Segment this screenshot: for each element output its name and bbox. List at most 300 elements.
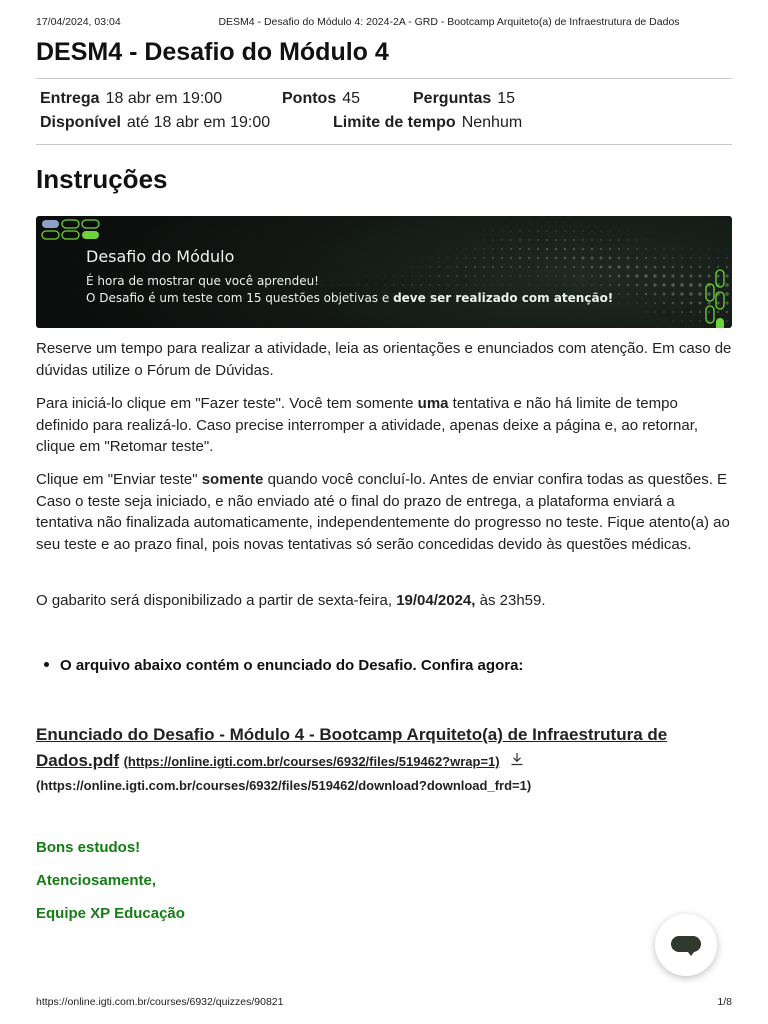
banner-dot [510, 248, 512, 250]
banner-dot [609, 284, 611, 286]
banner-dot [627, 284, 630, 287]
banner-dot [313, 258, 314, 259]
banner-dot [519, 239, 521, 241]
banner-dot [528, 284, 529, 285]
banner-dot [609, 257, 612, 260]
banner-dot [393, 311, 394, 312]
banner-dot [717, 266, 719, 268]
paragraph-text: Clique em "Enviar teste" [36, 471, 202, 488]
banner-dot [429, 266, 431, 268]
banner-dot [510, 230, 511, 231]
banner-dot [627, 248, 629, 250]
banner-dot [492, 248, 494, 250]
points-value: 45 [342, 90, 361, 107]
banner-dot [626, 274, 629, 277]
banner-dot [718, 240, 719, 241]
banner-dot [689, 274, 692, 277]
print-url: https://online.igti.com.br/courses/6932/quizzes/90821 [36, 996, 284, 1008]
banner-dot [672, 302, 675, 305]
banner-dot [654, 266, 657, 269]
banner-dot [402, 284, 404, 286]
banner-pill [706, 306, 714, 323]
banner-dot [313, 267, 314, 268]
banner-dot [725, 301, 728, 304]
print-header [36, 16, 732, 30]
banner-dot [430, 240, 431, 241]
banner-dot [707, 301, 710, 304]
banner-dot [546, 257, 549, 260]
banner-dot [295, 249, 296, 250]
banner-dot [663, 239, 664, 240]
banner-dot [591, 248, 594, 251]
banner-dot [402, 266, 403, 267]
banner-dot [439, 321, 440, 322]
banner-dot [439, 312, 440, 313]
page-number: 1/8 [717, 996, 732, 1008]
banner-dot [699, 311, 701, 313]
banner-dot [331, 249, 332, 250]
banner-dot [537, 257, 540, 260]
banner-dot [331, 258, 332, 259]
banner-dot [358, 312, 359, 313]
banner-dot [519, 284, 520, 285]
paragraph-text: O gabarito será disponibilizado a partir de sexta-feira, [36, 592, 397, 609]
banner-dot [582, 266, 585, 269]
time-limit [333, 114, 522, 132]
banner-dot [591, 275, 593, 277]
banner-dot [663, 266, 666, 269]
banner-dot [330, 275, 331, 276]
banner-dot [699, 266, 701, 268]
banner-dot [510, 221, 511, 222]
banner-dot [546, 284, 547, 285]
banner-dot [466, 231, 467, 232]
banner-dot [421, 249, 422, 250]
banner-dot [573, 239, 575, 241]
banner-dot [573, 248, 576, 251]
banner-dot [690, 311, 692, 313]
banner-dot [384, 266, 385, 267]
banner-dot [582, 284, 584, 286]
banner-dot [546, 275, 548, 277]
banner-dot [420, 257, 421, 258]
banner-line-2-bold: deve ser realizado com atenção! [393, 291, 614, 305]
banner-dot [646, 231, 647, 232]
banner-dot [384, 275, 385, 276]
banner-dot [528, 257, 531, 260]
banner-dot [475, 231, 476, 232]
banner-dot [609, 275, 612, 278]
banner-dot [555, 248, 558, 251]
banner-dot [555, 275, 557, 277]
banner-dot [420, 266, 421, 267]
banner-dot [699, 248, 700, 249]
banner-dot [663, 302, 665, 304]
banner-dot [635, 265, 638, 268]
banner-dot [573, 230, 575, 232]
banner-dot [654, 257, 656, 259]
banner-dot [385, 258, 386, 259]
banner-dot [501, 284, 502, 285]
banner-dot [699, 257, 701, 259]
banner-dot [447, 248, 448, 249]
banner-dot [698, 274, 701, 277]
banner-dot [637, 321, 638, 322]
banner-dot [483, 257, 485, 259]
banner-dot [393, 275, 394, 276]
banner-dot [430, 312, 431, 313]
banner-dot [726, 257, 728, 259]
paragraph-bold: 19/04/2024, [396, 592, 476, 609]
banner-dot [671, 283, 675, 287]
banner-dot [681, 311, 683, 313]
banner-dot [429, 275, 431, 277]
banner-dot [358, 258, 359, 259]
banner-dot [348, 275, 349, 276]
banner-dot [672, 257, 674, 259]
banner-dot [716, 301, 719, 304]
banner-dot [340, 267, 341, 268]
banner-dot [340, 258, 341, 259]
banner-dot [627, 239, 629, 241]
banner-dot [376, 267, 377, 268]
banner-dot [573, 221, 574, 222]
banner-dot [403, 321, 404, 322]
banner-dot [682, 240, 683, 241]
banner-dot [348, 284, 349, 285]
banner-dot [555, 257, 558, 260]
banner-dot [457, 231, 458, 232]
banner-dot [627, 302, 629, 304]
banner-dot [690, 302, 693, 305]
questions [413, 90, 515, 108]
paragraph-bold: uma [417, 395, 449, 412]
available-value: até 18 abr em 19:00 [126, 114, 271, 131]
banner-dot [510, 275, 512, 277]
banner-dot [609, 239, 611, 241]
banner-dot [394, 321, 395, 322]
banner-dot [357, 284, 358, 285]
banner-dot [663, 311, 665, 313]
banner-decoration [36, 216, 732, 328]
download-link[interactable]: (https://online.igti.com.br/courses/6932/files/519462/download?download_frd=1) [36, 778, 532, 793]
banner-dot [582, 221, 583, 222]
banner-dot [340, 321, 341, 322]
banner-dot [591, 221, 592, 222]
banner-dot [591, 239, 593, 241]
banner-dot [564, 275, 566, 277]
banner-dot [591, 230, 593, 232]
banner-dot [393, 266, 394, 267]
banner-dot [349, 258, 350, 259]
banner-dot [322, 267, 323, 268]
banner-dot [618, 239, 620, 241]
banner-dot [474, 275, 476, 277]
banner-dot [330, 284, 331, 285]
banner-dot [286, 267, 287, 268]
banner-dot [493, 222, 494, 223]
banner-dot [286, 249, 287, 250]
banner-pill [42, 220, 59, 228]
banner-dot [376, 249, 377, 250]
banner-dot [367, 321, 368, 322]
banner-dot [600, 257, 603, 260]
banner-dot [645, 311, 646, 312]
download-icon[interactable] [510, 752, 524, 771]
banner-dot [466, 312, 467, 313]
banner-dot [402, 275, 403, 276]
banner-dot [635, 274, 638, 277]
chat-bubble-tail [685, 948, 697, 956]
bullet-dot [44, 662, 49, 667]
banner-dot [581, 256, 584, 259]
due-value: 18 abr em 19:00 [105, 90, 223, 107]
banner-dot [654, 311, 656, 313]
banner-dot [510, 266, 512, 268]
banner-dot [573, 275, 575, 277]
file-link[interactable]: Enunciado do Desafio - Módulo 4 - Bootcamp Arquiteto(a) de Infraestrutura de Dados.pdf [36, 725, 668, 770]
banner-dot [366, 284, 367, 285]
banner-title: Desafio do Módulo [86, 247, 235, 266]
banner-dot [483, 284, 485, 286]
banner-dot [582, 230, 584, 232]
banner-dot [421, 240, 422, 241]
banner-dot [456, 266, 458, 268]
banner-dot [474, 257, 476, 259]
banner-dot [645, 293, 648, 296]
print-datetime: 17/04/2024, 03:04 [36, 16, 121, 28]
chat-button[interactable] [655, 914, 717, 976]
banner-dot [619, 312, 620, 313]
banner-dot [456, 275, 458, 277]
banner-dot [590, 256, 593, 259]
banner-dot [627, 311, 628, 312]
banner-dot [376, 258, 377, 259]
banner-dot [483, 248, 485, 250]
points-label: Pontos [282, 90, 337, 107]
banner-dot [726, 266, 729, 269]
banner-dot [698, 292, 702, 296]
banner-dot [519, 248, 521, 250]
banner-dot [708, 248, 709, 249]
banner-dot [618, 230, 619, 231]
banner-dot [321, 284, 322, 285]
banner-dot [429, 257, 430, 258]
banner-dot [448, 231, 449, 232]
banner-dot [492, 230, 493, 231]
closing-regards: Atenciosamente, [36, 872, 157, 889]
banner-dot [483, 275, 485, 277]
banner-dot [617, 265, 620, 268]
banner-dot [555, 239, 557, 241]
banner-dot [627, 293, 629, 295]
divider [36, 144, 732, 145]
banner-dot [653, 274, 656, 277]
banner-dot [339, 275, 340, 276]
banner-dot [510, 284, 511, 285]
banner-dot [663, 257, 665, 259]
banner-dot [475, 312, 476, 313]
banner-dot [321, 275, 322, 276]
banner-dot [698, 283, 702, 287]
banner-dot [699, 320, 701, 322]
banner-dot [438, 248, 439, 249]
banner-dot [322, 249, 323, 250]
banner-dot [591, 266, 594, 269]
banner-dot [484, 222, 485, 223]
banner-dot [707, 292, 711, 296]
banner-dot [609, 230, 610, 231]
banner-dot [690, 320, 692, 322]
banner-dot [475, 222, 476, 223]
banner-dot [681, 257, 683, 259]
banner-dot [304, 267, 305, 268]
banner-dot [708, 266, 710, 268]
banner-dot [501, 230, 502, 231]
banner-dot [492, 257, 494, 259]
available-label: Disponível [40, 114, 121, 131]
banner-pill [62, 231, 79, 239]
banner-dot [564, 239, 566, 241]
banner-dot [420, 275, 422, 277]
banner-dot [628, 222, 629, 223]
banner-dot [700, 240, 701, 241]
banner-dot [456, 284, 458, 286]
banner-dot [322, 258, 323, 259]
banner-dot [636, 248, 638, 250]
banner-dot [672, 248, 674, 250]
banner-dot [421, 312, 422, 313]
banner-dot [601, 312, 602, 313]
file-link-block [36, 722, 732, 793]
banner-dot [412, 249, 413, 250]
banner-dot [357, 275, 358, 276]
banner-dot [610, 222, 611, 223]
banner-dot [672, 266, 675, 269]
banner-dot [690, 257, 692, 259]
banner-pill [42, 231, 59, 239]
banner-dot [618, 275, 621, 278]
banner-dot [295, 258, 296, 259]
banner-dot [663, 320, 664, 321]
time-limit-label: Limite de tempo [333, 114, 456, 131]
banner-dot [644, 274, 647, 277]
banner-dot [448, 321, 449, 322]
banner-dot [501, 275, 503, 277]
banner-dot [367, 312, 368, 313]
banner-dot [375, 311, 376, 312]
banner-dot [653, 283, 656, 286]
banner-dot [618, 284, 620, 286]
file-link-url[interactable]: (https://online.igti.com.br/courses/6932/files/519462?wrap=1) [123, 754, 500, 769]
due-date [40, 90, 222, 108]
banner-line-2 [86, 291, 613, 305]
banner-dot [717, 257, 719, 259]
banner-dot [385, 249, 386, 250]
banner-dot [645, 239, 646, 240]
banner-dot [680, 292, 683, 295]
banner-dot [474, 284, 476, 286]
questions-value: 15 [497, 90, 516, 107]
banner-dot [664, 231, 665, 232]
banner-dot [394, 249, 395, 250]
banner-dot [654, 293, 657, 296]
list-item [44, 657, 523, 674]
banner-dot [610, 312, 611, 313]
banner-dot [465, 266, 467, 268]
banner-dot [331, 321, 332, 322]
banner-dot [681, 266, 684, 269]
banner-dot [637, 231, 638, 232]
banner-dot [645, 266, 648, 269]
banner-dot [537, 275, 539, 277]
banner-dot [689, 283, 693, 287]
banner-dot [438, 275, 440, 277]
banner-dot [708, 257, 710, 259]
banner-dot [546, 230, 548, 232]
closing-good-studies: Bons estudos! [36, 839, 141, 856]
banner-dot [519, 266, 521, 268]
banner-dot [564, 257, 567, 260]
banner-dot [618, 302, 619, 303]
banner-dot [537, 284, 538, 285]
banner-dot [555, 284, 556, 285]
banner-dot [384, 284, 386, 286]
banner-dot [438, 257, 439, 258]
available [40, 114, 270, 132]
banner-dot [726, 311, 729, 314]
banner-dot [564, 266, 566, 268]
banner-dot [663, 293, 666, 296]
banner-dot [349, 312, 350, 313]
banner-dot [555, 221, 556, 222]
banner-dot [680, 283, 684, 287]
banner-dot [645, 248, 647, 250]
banner-dot [411, 284, 413, 286]
banner-dot [582, 248, 585, 251]
banner-dot [411, 311, 412, 312]
banner-dot [528, 275, 530, 277]
banner-dot [510, 239, 512, 241]
banner-dot [627, 230, 628, 231]
banner-dot [295, 267, 296, 268]
banner-dot [412, 258, 413, 259]
banner-dot [725, 283, 729, 287]
banner-dot [438, 266, 440, 268]
banner-dot [627, 257, 630, 260]
banner-dot [474, 266, 476, 268]
paragraph-reserve-time: Reserve um tempo para realizar a atividade, leia as orientações e enunciados com atenção. Em caso de dúvidas utilize o Fórum de Dúvidas. [36, 340, 732, 379]
banner-dot [672, 311, 674, 313]
banner-dot [375, 284, 376, 285]
banner-dot [304, 258, 305, 259]
banner-dot [671, 292, 674, 295]
banner-dot [519, 275, 521, 277]
banner-dot [636, 311, 637, 312]
banner-dot [716, 274, 719, 277]
banner-dot [429, 284, 431, 286]
banner-dot [447, 257, 449, 259]
banner-dot [375, 275, 376, 276]
banner-dot [465, 257, 467, 259]
banner-dot [474, 239, 475, 240]
banner-dot [465, 248, 466, 249]
banner-dot [717, 248, 718, 249]
banner-dot [492, 275, 494, 277]
banner-dot [447, 284, 449, 286]
banner-dot [465, 275, 467, 277]
banner-dot [725, 292, 729, 296]
